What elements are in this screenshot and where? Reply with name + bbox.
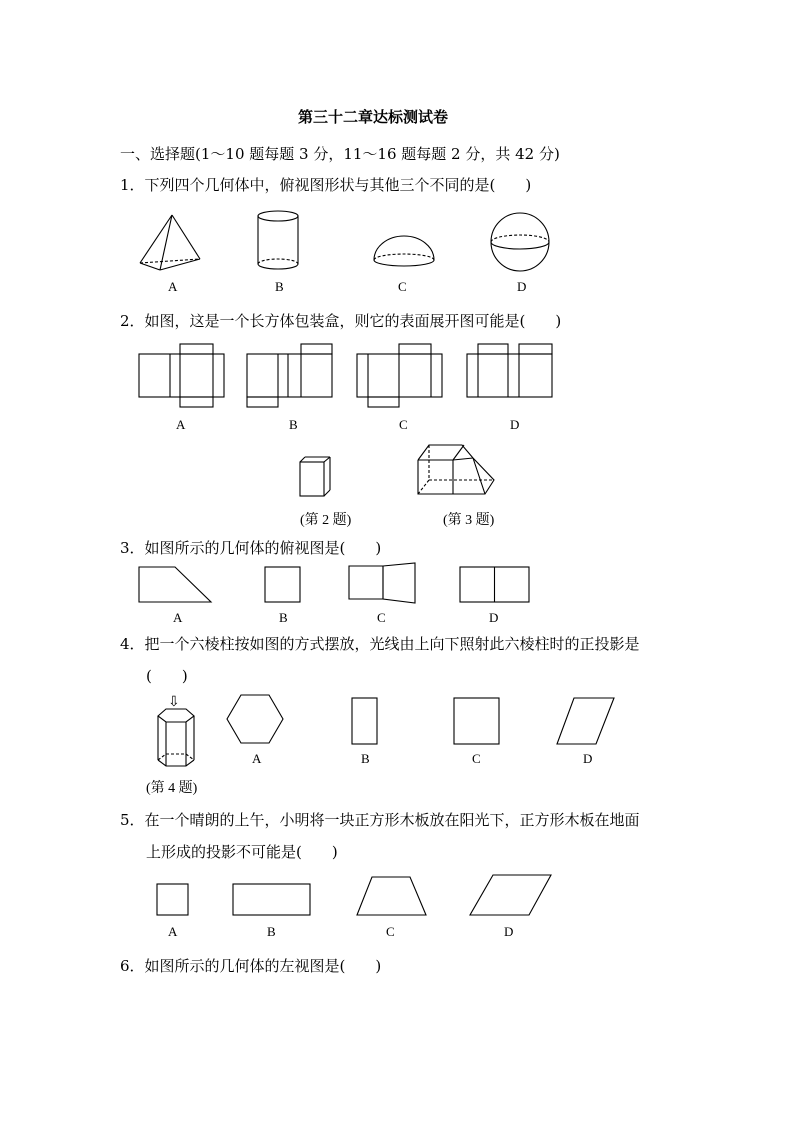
net-figure-b [246, 343, 334, 409]
figure-caption-q3: (第 3 题) [443, 513, 495, 528]
figure-caption-q2: (第 2 题) [300, 513, 352, 528]
option-a-shape [226, 694, 284, 746]
net-figure-d [466, 343, 554, 399]
question-6: 6．如图所示的几何体的左视图是( ) [120, 957, 382, 975]
option-label-c: C [399, 417, 408, 432]
option-label-a: A [168, 279, 178, 294]
net-figure-c [356, 343, 444, 409]
question-4: 4．把一个六棱柱按如图的方式摆放，光线由上向下照射此六棱柱时的正投影是 [120, 635, 640, 653]
option-label-c: C [386, 924, 395, 939]
sphere-figure [489, 212, 553, 274]
option-label-b: B [361, 751, 370, 766]
cylinder-figure [256, 210, 300, 272]
option-c-shape [356, 876, 428, 917]
option-label-b: B [289, 417, 298, 432]
option-d-shape [459, 566, 531, 604]
option-label-c: C [472, 751, 481, 766]
option-b-shape [351, 697, 379, 747]
pyramid-figure [140, 215, 204, 271]
question-5: 5．在一个晴朗的上午，小明将一块正方形木板放在阳光下，正方形木板在地面 [120, 811, 640, 829]
option-label-c: C [377, 610, 386, 625]
question-4-bracket: ( ) [146, 667, 188, 685]
option-label-a: A [252, 751, 262, 766]
option-label-a: A [176, 417, 186, 432]
option-label-c: C [398, 279, 407, 294]
option-d-shape [556, 697, 616, 747]
option-c-shape [348, 563, 418, 607]
option-label-b: B [275, 279, 284, 294]
box-figure [299, 456, 333, 498]
question-1: 1．下列四个几何体中，俯视图形状与其他三个不同的是( ) [120, 176, 532, 194]
option-label-b: B [267, 924, 276, 939]
question-3: 3．如图所示的几何体的俯视图是( ) [120, 539, 382, 557]
section-heading: 一、选择题(1～10 题每题 3 分，11～16 题每题 2 分，共 42 分) [120, 145, 560, 163]
hexagonal-prism-figure [150, 708, 198, 768]
option-label-b: B [279, 610, 288, 625]
option-label-d: D [517, 279, 527, 294]
option-d-shape [469, 874, 553, 917]
option-label-a: A [168, 924, 178, 939]
option-a-shape [138, 566, 213, 604]
option-label-d: D [489, 610, 499, 625]
figure-caption-q4: (第 4 题) [146, 781, 198, 796]
net-figure-a [138, 343, 226, 409]
hemisphere-figure [372, 236, 436, 270]
cut-prism-figure [417, 442, 497, 498]
option-label-d: D [583, 751, 593, 766]
question-5-line2: 上形成的投影不可能是( ) [146, 843, 338, 861]
down-arrow-icon: ⇩ [168, 694, 180, 710]
option-label-d: D [504, 924, 514, 939]
question-2: 2．如图，这是一个长方体包装盒，则它的表面展开图可能是( ) [120, 312, 562, 330]
option-label-d: D [510, 417, 520, 432]
page-title: 第三十二章达标测试卷 [298, 108, 449, 126]
option-c-shape [453, 697, 501, 747]
option-b-shape [232, 883, 312, 917]
option-b-shape [264, 566, 302, 604]
option-label-a: A [173, 610, 183, 625]
option-a-shape [156, 883, 190, 917]
